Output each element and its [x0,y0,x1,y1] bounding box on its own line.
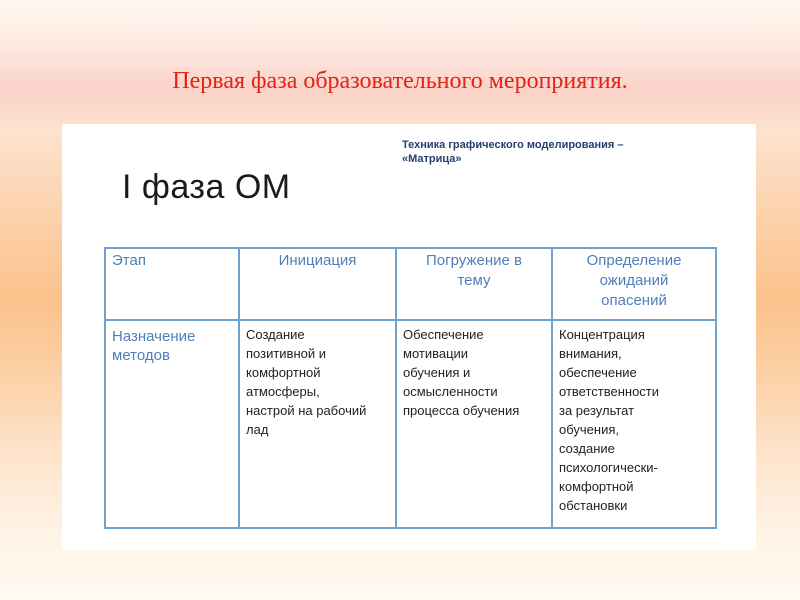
cell-initiation: Создание позитивной и комфортной атмосферы, настрой на рабочий лад [239,320,396,528]
table-row [105,320,716,528]
content-panel [62,124,756,550]
technique-caption-line-1: Техника графического моделирования – [402,139,624,151]
matrix-table [104,247,717,529]
technique-caption [402,138,702,166]
cell-immersion: Обеспечение мотивации обучения и осмысленности процесса обучения [396,320,552,528]
table-header-row [105,248,716,320]
header-immersion: Погружение в тему [396,248,552,320]
phase-title: I фаза ОМ [122,168,291,206]
row-label-methods: Назначение методов [105,320,239,528]
technique-caption-line-2: «Матрица» [402,153,462,165]
slide-title: Первая фаза образовательного мероприятия. [172,68,628,94]
header-initiation: Инициация [239,248,396,320]
cell-expectations: Концентрация внимания, обеспечение ответственности за результат обучения, создание психологически- комфортной обстановки [552,320,716,528]
header-stage: Этап [105,248,239,320]
header-expectations: Определение ожиданий опасений [552,248,716,320]
